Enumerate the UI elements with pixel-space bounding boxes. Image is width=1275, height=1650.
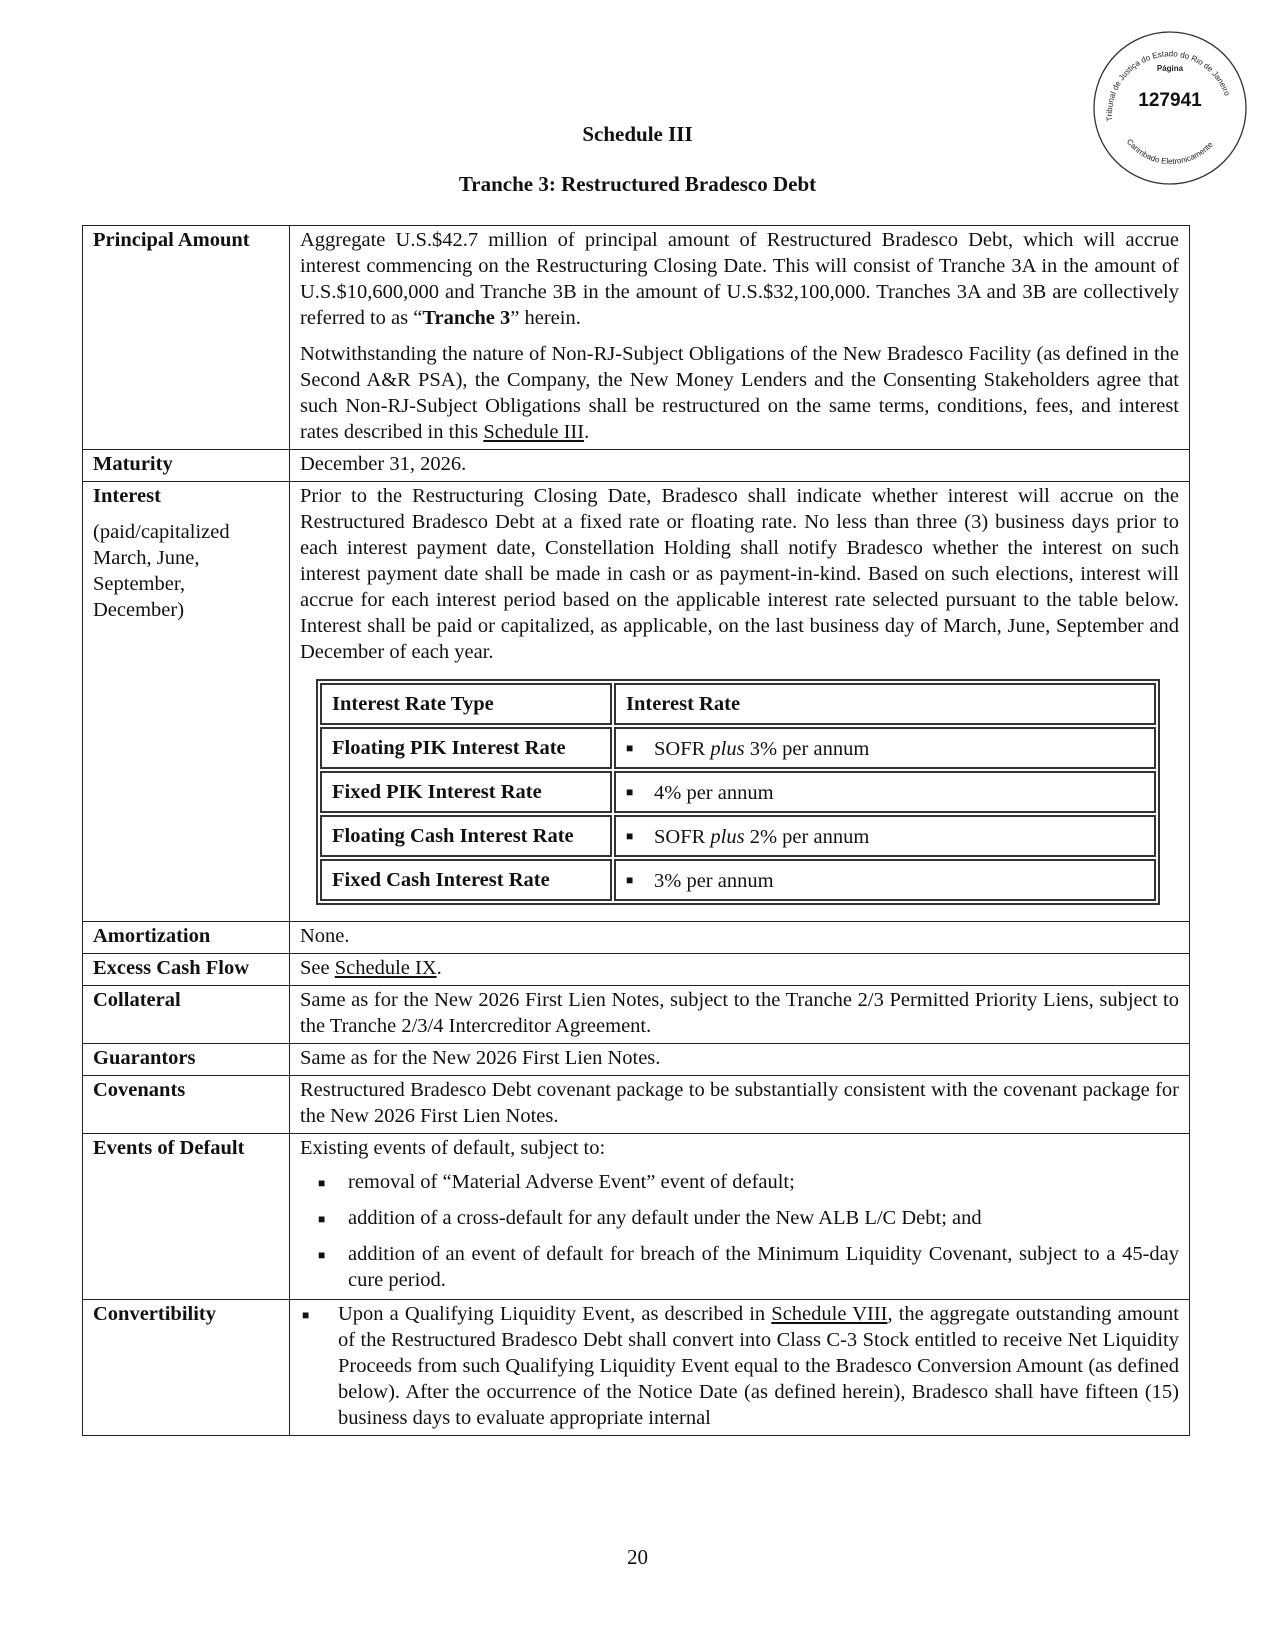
schedule-viii-reference: Schedule VIII bbox=[771, 1303, 888, 1325]
seal-page-label: Página bbox=[1156, 64, 1184, 73]
list-item: ■ removal of “Material Adverse Event” event of default; bbox=[300, 1169, 1179, 1195]
row-excess-cash-flow: Excess Cash Flow See Schedule IX. bbox=[83, 954, 1190, 986]
rate-row: Floating PIK Interest Rate ■ SOFR plus 3% per annum bbox=[320, 727, 1156, 769]
row-amortization bbox=[83, 922, 1190, 954]
label-guarantors: Guarantors bbox=[83, 1044, 290, 1076]
row-collateral bbox=[83, 986, 1190, 1044]
rate-table-header bbox=[320, 683, 1156, 725]
covenants-text: Restructured Bradesco Debt covenant package to be substantially consistent with the covenant package for the New 2026 First Lien Notes. bbox=[290, 1076, 1190, 1134]
bullet-square-icon: ■ bbox=[626, 872, 634, 887]
label-principal-amount: Principal Amount bbox=[83, 226, 290, 450]
term-sheet-table bbox=[82, 225, 1190, 1436]
maturity-text: December 31, 2026. bbox=[290, 450, 1190, 482]
row-covenants bbox=[83, 1076, 1190, 1134]
amortization-text: None. bbox=[290, 922, 1190, 954]
interest-rate-table bbox=[316, 679, 1160, 905]
row-convertibility bbox=[83, 1300, 1190, 1436]
label-collateral: Collateral bbox=[83, 986, 290, 1044]
row-maturity bbox=[83, 450, 1190, 482]
label-interest: Interest bbox=[93, 485, 161, 507]
page-number: 20 bbox=[627, 1545, 648, 1569]
court-seal-stamp bbox=[1091, 29, 1249, 187]
list-item: ■ addition of an event of default for breach of the Minimum Liquidity Covenant, subject to a 45-day cure period. bbox=[300, 1241, 1179, 1293]
label-convertibility: Convertibility bbox=[83, 1300, 290, 1436]
row-interest bbox=[83, 482, 1190, 922]
label-events-of-default: Events of Default bbox=[83, 1134, 290, 1300]
schedule-iii-reference: Schedule III bbox=[483, 421, 585, 443]
row-principal-amount bbox=[83, 226, 1190, 450]
schedule-ix-reference: Schedule IX bbox=[334, 957, 437, 979]
tranche-title: Tranche 3: Restructured Bradesco Debt bbox=[458, 172, 817, 196]
row-guarantors bbox=[83, 1044, 1190, 1076]
rate-value-header: Interest Rate bbox=[614, 683, 1156, 725]
principal-paragraph-1: Aggregate U.S.$42.7 million of principal amount of Restructured Bradesco Debt, which will accrue interest commencing on the Restructuring Closing Date. This will consist of Tranche 3A in the amount of U.S.$10,600,000 and Tranche 3B in the amount of U.S.$32,100,000. Tranches 3A and 3B are collectively referred to as “Tranche 3” herein. bbox=[300, 229, 1179, 329]
bullet-square-icon: ■ bbox=[626, 828, 634, 843]
guarantors-text: Same as for the New 2026 First Lien Notes. bbox=[290, 1044, 1190, 1076]
label-covenants: Covenants bbox=[83, 1076, 290, 1134]
seal-bottom-text: Carimbado Eletronicamente bbox=[1124, 137, 1215, 167]
rate-row: Fixed Cash Interest Rate ■ 3% per annum bbox=[320, 859, 1156, 901]
list-item: ■ addition of a cross-default for any default under the New ALB L/C Debt; and bbox=[300, 1205, 1179, 1231]
seal-page-number: 127941 bbox=[1138, 90, 1202, 111]
label-amortization: Amortization bbox=[83, 922, 290, 954]
rate-type-header: Interest Rate Type bbox=[320, 683, 612, 725]
interest-paragraph: Prior to the Restructuring Closing Date, Bradesco shall indicate whether interest will accrue on the Restructured Bradesco Debt at a fixed rate or floating rate. No less than three (3) business days prior to each interest payment date, Constellation Holding shall notify Bradesco whether the interest on such interest payment date shall be made in cash or as payment-in-kind. Based on such elections, interest will accrue for each interest period based on the applicable interest rate selected pursuant to the table below. Interest shall be paid or capitalized, as applicable, on the last business day of March, June, September and December of each year. bbox=[300, 485, 1179, 663]
events-intro: Existing events of default, subject to: bbox=[300, 1137, 606, 1159]
bullet-square-icon: ■ bbox=[626, 784, 634, 799]
schedule-title: Schedule III bbox=[582, 122, 693, 146]
row-events-of-default bbox=[83, 1134, 1190, 1300]
collateral-text: Same as for the New 2026 First Lien Notes, subject to the Tranche 2/3 Permitted Priority Liens, subject to the Tranche 2/3/4 Intercreditor Agreement. bbox=[290, 986, 1190, 1044]
rate-row: Floating Cash Interest Rate ■ SOFR plus 2% per annum bbox=[320, 815, 1156, 857]
label-excess-cash-flow: Excess Cash Flow bbox=[83, 954, 290, 986]
bullet-square-icon: ■ bbox=[302, 1308, 310, 1322]
interest-payment-note: (paid/capitalized March, June, September, December) bbox=[93, 521, 230, 621]
label-maturity: Maturity bbox=[83, 450, 290, 482]
seal-circle-text: Tribunal de Justiça do Estado do Rio de Janeiro bbox=[1104, 49, 1232, 122]
rate-row: Fixed PIK Interest Rate ■ 4% per annum bbox=[320, 771, 1156, 813]
convertibility-text: ■ Upon a Qualifying Liquidity Event, as described in Schedule VIII, the aggregate outstanding amount of the Restructured Bradesco Debt shall convert into Class C-3 Stock entitled to receive Net Liquidity Proceeds from such Qualifying Liquidity Event equal to the Bradesco Conversion Amount (as defined below). After the occurrence of the Notice Date (as defined herein), Bradesco shall have fifteen (15) business days to evaluate appropriate internal bbox=[302, 1303, 1179, 1429]
events-list bbox=[300, 1169, 1179, 1293]
principal-paragraph-2: Notwithstanding the nature of Non-RJ-Subject Obligations of the New Bradesco Facility (as defined in the Second A&R PSA), the Company, the New Money Lenders and the Consenting Stakeholders agree that such Non-RJ-Subject Obligations shall be restructured on the same terms, conditions, fees, and interest rates described in this Schedule III. bbox=[300, 343, 1179, 443]
bullet-square-icon: ■ bbox=[626, 740, 634, 755]
